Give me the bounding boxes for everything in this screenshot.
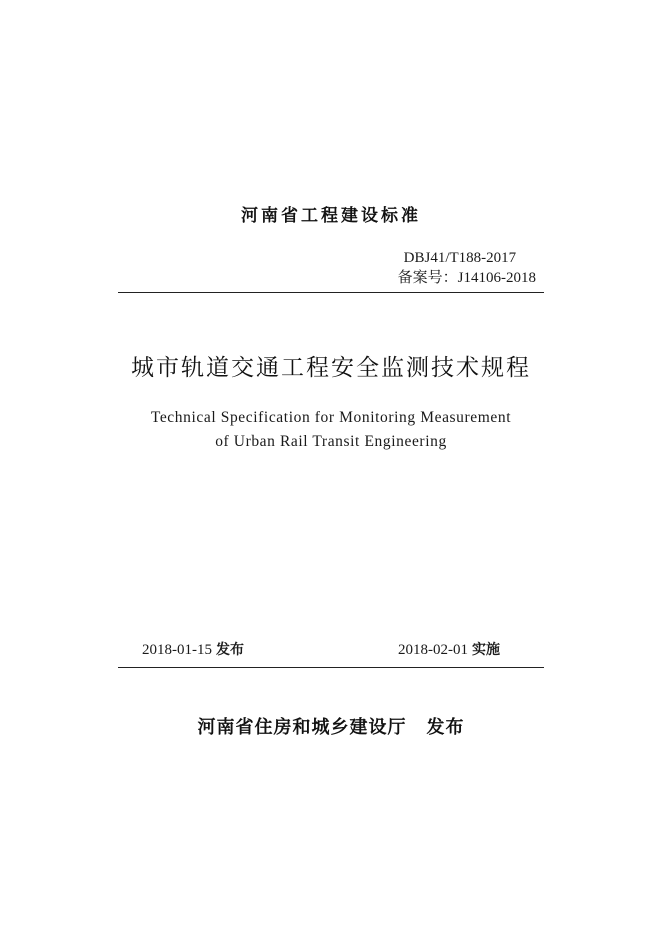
effective-date: 2018-02-01 [398,642,468,658]
effective-label: 实施 [472,642,500,658]
bottom-divider [118,667,544,668]
top-divider [118,292,544,293]
issue-date-group [142,639,244,659]
standard-code-block [398,248,536,288]
effective-date-group [398,639,500,659]
publisher-action: 发布 [426,717,465,738]
document-title-en-line1: Technical Specification for Monitoring Measurement [150,409,512,426]
issue-date: 2018-01-15 [142,642,212,658]
document-title-zh: 城市轨道交通工程安全监测技术规程 [131,355,531,381]
publisher-line [0,713,662,739]
document-title-en-line2: of Urban Rail Transit Engineering [215,433,447,450]
standard-code: DBJ41/T188-2017 [403,250,517,266]
publisher-name: 河南省住房和城乡建设厅 [197,717,407,738]
record-number: 备案号：J14106-2018 [397,270,536,286]
standard-series-title: 河南省工程建设标准 [241,206,421,226]
issue-label: 发布 [216,642,244,658]
document-title-en [0,406,662,454]
